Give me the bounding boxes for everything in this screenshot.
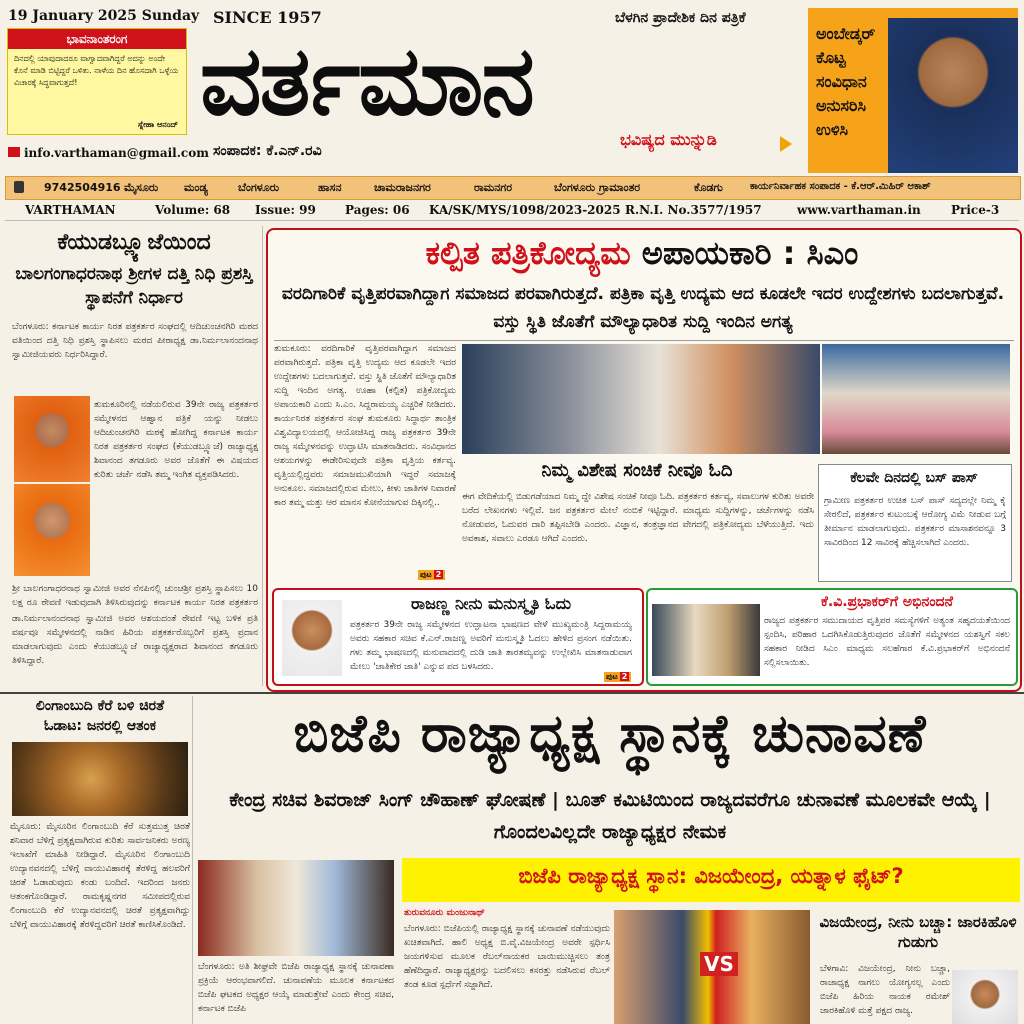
mail-icon bbox=[8, 147, 20, 157]
rajanna-text: ಪತ್ರಕರ್ತರ 39ನೇ ರಾಜ್ಯ ಸಮ್ಮೇಳನದ ಉದ್ಘಾಟನಾ ಭಾಷಣದ ವೇಳೆ ಮುಖ್ಯಮಂತ್ರಿ ಸಿದ್ದರಾಮಯ್ಯ ಅವರು ಸಹಕಾರ ಸಚಿವ ಕೆ.ಎನ್.ರಾಜಣ್ಣ ಅವರಿಗೆ ಮನುಸ್ಮೃತಿ ಓದಲು ಹೇಳಿದ ಪ್ರಸಂಗ ನಡೆಯಿತು. ಗಳು ತಮ್ಮ ಭಾಷಣದಲ್ಲಿ ಮನುವಾದದಲ್ಲಿ ದುಡಿ ಜಾತಿ ತಾರತಮ್ಯವನ್ನು ಉಲ್ಲೇಖಿಸಿ ಮಾತನಾಡುವಾಗ ಮೇಲು 'ಜಾತಿಕೇರ ಜಾತಿ' ಎನ್ನುವ ಪದ ಬಳಸಿದರು. bbox=[350, 620, 632, 672]
volume: Volume: 68 bbox=[155, 203, 231, 217]
kvp-headline[interactable]: ಕೆ.ವಿ.ಪ್ರಭಾಕರ್‌ಗೆ ಅಭಿನಂದನೆ bbox=[821, 594, 953, 610]
lead-subhead: ವರದಿಗಾರಿಕೆ ವೃತ್ತಿಪರವಾಗಿದ್ದಾಗ ಸಮಾಜದ ಪರವಾಗಿರುತ್ತದೆ. ಪತ್ರಿಕಾ ವೃತ್ತಿ ಉದ್ಯಮ ಆದ ಕೂಡಲೇ ಇದರ ಉದ್ದೇಶಗಳು ಬದಲಾಗುತ್ತವೆ. ವಸ್ತು ಸ್ಥಿತಿ ಜೊತೆಗೆ ಮೌಲ್ಯಾಧಾರಿತ ಸುದ್ದಿ ಇಂದಿನ ಅಗತ್ಯ bbox=[281, 284, 1005, 332]
leopard-subhead: ಓಡಾಟ: ಜನರಲ್ಲಿ ಆತಂಕ bbox=[43, 718, 157, 734]
city-link[interactable]: ಮೈಸೂರು bbox=[124, 181, 159, 194]
city-link[interactable]: ಮಂಡ್ಯ bbox=[184, 181, 208, 194]
left-story-p1: ಬೆಂಗಳೂರು: ಕರ್ನಾಟಕ ಕಾರ್ಯ ನಿರತ ಪತ್ರಕರ್ತರ ಸಂಘದಲ್ಲಿ ಆದಿಚುಂಚನಗಿರಿ ಮಠದ ವತಿಯಿಂದ ದತ್ತಿ ನಿಧಿ ಪ್ರಶಸ್ತಿ ಸ್ಥಾಪಿಸಲು ಮಠದ ಪೀಠಾಧ್ಯಕ್ಷ ಡಾ.ನಿರ್ಮಲಾನಂದನಾಥ ಸ್ವಾಮೀಜಿಯವರು ನಿರ್ಧರಿಸಿದ್ದಾರೆ. bbox=[12, 322, 258, 360]
thought-box-text: ದಿನದಲ್ಲಿ ಯಾವುದಾದರೂ ವಾಗ್ವಾದವಾಗಿದ್ದರೆ ಅದನ್ನು ಅಂದೇ ಕೊನೆ ಮಾಡಿ ಬಿಟ್ಟಿದ್ದರೆ ಒಳಿತು. ನಾಳೆಯ ದಿನ ಹೊಸದಾಗಿ ಒಳ್ಳೆಯ ವಿಚಾರಕ್ಕೆ ಸಿದ್ಧವಾಗುತ್ತದೆ! bbox=[14, 54, 179, 87]
politician-photo bbox=[952, 970, 1018, 1024]
issue-number: Issue: 99 bbox=[255, 203, 316, 217]
left-story-p4: ಡಾ.ನಿರ್ಮಲಾನಂದನಾಥ ಸ್ವಾಮೀಜಿ ಅವರ ಆಶಯದಂತೆ ಠೇವಣಿ ಇಟ್ಟ ಬಳಿಕ ಪ್ರತಿ ವರ್ಷವೂ ಸಮ್ಮೇಳನದಲ್ಲಿ ನಾಡಿನ ಹಿರಿಯ ಪತ್ರಕರ್ತರೊಬ್ಬರಿಗೆ ಪ್ರಶಸ್ತಿ ಪ್ರದಾನ ಮಾಡಲಾಗುವುದು ಎಂದು ಕೆಯುಡಬ್ಲ್ಯೂಜೆ ರಾಜ್ಯಾಧ್ಯಕ್ಷರಾದ ಶಿವಾನಂದ ತಗಡೂರು ತಿಳಿಸಿದ್ದಾರೆ. bbox=[12, 614, 258, 666]
bus-pass-text: ಗ್ರಾಮೀಣ ಪತ್ರಕರ್ತರ ಉಚಿತ ಬಸ್ ಪಾಸ್ ಸದ್ಯದಲ್ಲೇ ನಿಮ್ಮ ಕೈ ಸೇರಲಿದೆ, ಪತ್ರಕರ್ತರ ಕುಟುಂಬಕ್ಕೆ ಆರೋಗ್ಯ ವಿಮೆ ನೀಡುವ ಬಗ್ಗೆ ತೀರ್ಮಾನ ಮಾಡಲಾಗುವುದು. ಪತ್ರಕರ್ತರ ಮಾಸಾಶನವನ್ನೂ 3 ಸಾವಿರದಿಂದ 12 ಸಾವಿರಕ್ಕೆ ಹೆಚ್ಚಿಸಲಾಗಿದೆ ಎಂದರು. bbox=[824, 496, 1006, 548]
city-link[interactable]: ಕೊಡಗು bbox=[694, 181, 723, 194]
contact-bar bbox=[5, 176, 1021, 200]
issue-bar bbox=[5, 200, 1019, 221]
continued-text: ಪುಟ bbox=[606, 672, 618, 681]
felicitation-photo bbox=[652, 604, 760, 676]
special-issue-text: ಈಗ ವೇದಿಕೆಯಲ್ಲಿ ಬಿಡುಗಡೆಯಾದ ನಿಮ್ಮ ದ್ದೇ ವಿಶೇಷ ಸಂಚಿಕೆ ನೀವೂ ಓದಿ. ಪತ್ರಕರ್ತರ ಕರ್ತವ್ಯ, ಸವಾಲುಗಳ ಕುರಿತು ಅವರೇ ಬರೆದ ಲೇಖನಗಳು ಇಲ್ಲಿವೆ. ಜನ ಪತ್ರಕರ್ತರ ಮೇಲೆ ನಂಬಿಕೆ ಇಟ್ಟಿದ್ದಾರೆ. ಮಾಧ್ಯಮ ಸುದ್ದಿಗಳನ್ನು, ಚರ್ಚೆಗಳನ್ನು ನಡೆಸಿ ನೋಡುವರ, ಓದುವರ ದಾರಿ ತಪ್ಪಿಸಬೇಡಿ ಎಂದರು. ವಿಜ್ಞಾನ, ತಂತ್ರಜ್ಞಾನದ ವೇಗದಲ್ಲಿ ಪತ್ರಿಕೋದ್ಯಮ ಬೆಳೆಯುತ್ತಿದೆ. ಇದು ಅವಕಾಶ, ಸವಾಲು ಎರಡೂ ಆಗಿದೆ ಎಂದರು. bbox=[462, 492, 814, 544]
conference-photo bbox=[462, 344, 820, 454]
registration-number: KA/SK/MYS/1098/2023-2025 bbox=[429, 203, 621, 217]
leopard-text: ಮೈಸೂರು: ಮೈಸೂರಿನ ಲಿಂಗಾಂಬುದಿ ಕೆರೆ ಸುತ್ತಮುತ್ತ ಚಿರತೆ ಶನಿವಾರ ಬೆಳಿಗ್ಗೆ ಪ್ರತ್ಯಕ್ಷವಾಗಿರುವ ಕುರಿತು ಸಾರ್ವಜನಿಕರು ಅರಣ್ಯ ಇಲಾಖೆಗೆ ಮಾಹಿತಿ ನೀಡಿದ್ದಾರೆ. ಮೈಸೂರಿನ ಲಿಂಗಾಂಬುದಿ ಉದ್ಯಾನವನದಲ್ಲಿ ಬೆಳಿಗ್ಗೆ ವಾಯುವಿಹಾರಕ್ಕೆ ತೆರಳಿದ್ದ ಹಲವರಿಗೆ ಚಿರತೆ ಓಡಾಡುವುದು ಕಂಡು ಬಂದಿದೆ. ಇದರಿಂದ ಜನರು ಆತಂಕಗೊಂಡಿದ್ದಾರೆ. ರಾಮಕೃಷ್ಣನಗರ ಸಮೀಪದಲ್ಲಿರುವ ಲಿಂಗಾಂಬುದಿ ಕೆರೆ ಉದ್ಯಾನವನದಲ್ಲಿ ಚಿರತೆ ಪ್ರತ್ಯಕ್ಷವಾಗಿದ್ದು ಬೆಳಿಗ್ಗೆ ವಾಯುವಿಹಾರಕ್ಕೆ ತೆರಳಿದ್ದವರಿಗೆ ಚಿರತೆ ಕಾಣಿಸಿಕೊಂಡಿದೆ. bbox=[10, 822, 190, 930]
yellow-headline[interactable]: ಬಿಜೆಪಿ ರಾಜ್ಯಾಧ್ಯಕ್ಷ ಸ್ಥಾನ: ವಿಜಯೇಂದ್ರ, ಯತ್ನಾಳ ಫೈಟ್? bbox=[518, 864, 904, 888]
lead-headline[interactable] bbox=[270, 234, 1014, 273]
politician-photo bbox=[888, 18, 1018, 173]
byline: ತುರುವನೂರು ಮಂಜುನಾಥ್ bbox=[404, 908, 485, 918]
bjp-headline[interactable]: ಬಿಜೆಪಿ ರಾಜ್ಯಾಧ್ಯಕ್ಷ ಸ್ಥಾನಕ್ಕೆ ಚುನಾವಣೆ bbox=[293, 704, 927, 764]
meeting-photo bbox=[198, 860, 394, 956]
left-story-subhead: ಬಾಲಗಂಗಾಧರನಾಥ ಶ್ರೀಗಳ ದತ್ತಿ ನಿಧಿ ಪ್ರಶಸ್ತಿ ಸ್ಥಾಪನೆಗೆ ನಿರ್ಧಾರ bbox=[15, 264, 253, 308]
section-divider bbox=[0, 692, 1024, 694]
arrow-icon bbox=[780, 136, 792, 152]
swamiji-photo bbox=[14, 396, 90, 482]
city-link[interactable]: ಹಾಸನ bbox=[318, 181, 342, 194]
paper-name: VARTHAMAN bbox=[25, 203, 116, 217]
city-link[interactable]: ಚಾಮರಾಜನಗರ bbox=[374, 181, 431, 194]
tagline: ಬೆಳಗಿನ ಪ್ರಾದೇಶಿಕ ದಿನ ಪತ್ರಿಕೆ bbox=[615, 10, 746, 26]
yellow-text: ಬೆಂಗಳೂರು: ಬಿಜೆಪಿಯಲ್ಲಿ ರಾಜ್ಯಾಧ್ಯಕ್ಷ ಸ್ಥಾನಕ್ಕೆ ಚುನಾವಣೆ ನಡೆಯುವುದು ಖಚಿತವಾಗಿದೆ. ಹಾಲಿ ಅಧ್ಯಕ್ಷ ಬಿ.ವೈ.ವಿಜಯೇಂದ್ರ ಅವರೇ ಸ್ಪರ್ಧಿಸಿ ಜಯಗಳಿಸುವ ಮೂಲಕ ರೆಬಲ್‌ನಾಯಕರ ಬಾಯಿಮುಚ್ಚಿಸಲು ತಂತ್ರ ಹೆಣೆದಿದ್ದಾರೆ. ರಾಜ್ಯಾಧ್ಯಕ್ಷರನ್ನು ಬದಲಿಸಲು ಕಸರತ್ತು ನಡೆಸಿರುವ ರೆಬಲ್ ತಂಡ ಕೂಡ ಸ್ಪರ್ಧೆಗೆ ಸಜ್ಜಾಗಿದೆ. bbox=[404, 924, 610, 990]
ambedkar-line: ಉಳಿಸಿ bbox=[816, 120, 849, 139]
ambedkar-ad bbox=[808, 8, 1018, 173]
lead-headline-black: ಅಪಾಯಕಾರಿ : ಸಿಎಂ bbox=[630, 234, 859, 272]
left-story-p2: ತುಮಕೂರಿನಲ್ಲಿ ನಡೆಯಲಿರುವ 39ನೇ ರಾಜ್ಯ ಪತ್ರಕರ್ತರ ಸಮ್ಮೇಳನದ ಆಹ್ವಾನ ಪತ್ರಿಕೆ ಯನ್ನು ನೀಡಲು ಆದಿಚುಂಚನಗಿರಿ ಮಠಕ್ಕೆ ಹೋಗಿದ್ದ ಕರ್ನಾಟಕ ಕಾರ್ಯ ನಿರತ ಪತ್ರಕರ್ತರ ಸಂಘದ (ಕೆಯುಡಬ್ಲ್ಯೂಜೆ) ರಾಜ್ಯಾಧ್ಯಕ್ಷ ಶಿವಾನಂದ ತಗಡೂರು ಅವರ ಜೊತೆಗೆ ಈ ವಿಷಯದ ಕುರಿತು ಚರ್ಚೆ ನಡೆಸಿ ತಮ್ಮ ಇಂಗಿತ ವ್ಯಕ್ತಪಡಿಸಿದರು. bbox=[94, 400, 258, 480]
phone-icon bbox=[14, 181, 24, 193]
rajanna-headline[interactable]: ರಾಜಣ್ಣ ನೀನು ಮನುಸ್ಮೃತಿ ಓದು bbox=[410, 594, 572, 613]
swamiji-photo bbox=[14, 484, 90, 576]
versus-label: VS bbox=[700, 952, 738, 976]
city-link[interactable]: ಬೆಂಗಳೂರು ಗ್ರಾಮಾಂತರ bbox=[554, 181, 641, 194]
continued-label bbox=[604, 672, 631, 682]
motto: ಭವಿಷ್ಯದ ಮುನ್ನುಡಿ bbox=[620, 130, 717, 149]
ambedkar-line: ಸಂವಿಧಾನ bbox=[816, 72, 867, 91]
ambedkar-line: ಕೊಟ್ಟ bbox=[816, 48, 846, 67]
page-count: Pages: 06 bbox=[345, 203, 410, 217]
ambedkar-line: ಅನುಸರಿಸಿ bbox=[816, 96, 866, 115]
city-link[interactable]: ಬೆಂಗಳೂರು bbox=[238, 181, 280, 194]
minister-photo bbox=[282, 600, 342, 676]
rni-number: R.N.I. No.3577/1957 bbox=[625, 203, 762, 217]
masthead-logo: ವರ್ತಮಾನ bbox=[200, 25, 533, 137]
bjp-subhead: ಕೇಂದ್ರ ಸಚಿವ ಶಿವರಾಜ್ ಸಿಂಗ್ ಚೌಹಾಣ್ ಘೋಷಣೆ | ಬೂತ್ ಕಮಿಟಿಯಿಂದ ರಾಜ್ಯದವರೆಗೂ ಚುನಾವಣೆ ಮೂಲಕವೇ ಆಯ್ಕೆ | ಗೊಂದಲವಿಲ್ಲದೇ ರಾಜ್ಯಾಧ್ಯಕ್ಷರ ನೇಮಕ bbox=[229, 789, 991, 843]
exec-editor: ಕಾರ್ಯನಿರ್ವಾಹಕ ಸಂಪಾದಕ - ಕೆ.ಆರ್.ಮಿಹಿರ್ ಆಕಾಶ್ bbox=[750, 181, 931, 192]
vijayendra-text: ಬೆಳಗಾವಿ: ವಿಜಯೇಂದ್ರ, ನೀನು ಬಚ್ಚಾ, ರಾಜಾಧ್ಯಕ್ಷ ನಾಗಲು ಯೋಗ್ಯನಲ್ಲ ಎಂದು ಬಿಜೆಪಿ ಹಿರಿಯ ನಾಯಕ ರಮೇಶ್ ಜಾರಕಿಹೊಳಿ ಮತ್ತೆ ಪಕ್ಷದ ರಾಜ್ಯ. bbox=[820, 964, 950, 1016]
lead-body: ತುಮಕೂರು: ವರದಿಗಾರಿಕೆ ವೃತ್ತಿಪರವಾಗಿದ್ದಾಗ ಸಮಾಜದ ಪರವಾಗಿರುತ್ತದೆ. ಪತ್ರಿಕಾ ವೃತ್ತಿ ಉದ್ಯಮ ಆದ ಕೂಡಲೇ ಇದರ ಉದ್ದೇಶಗಳು ಬದಲಾಗುತ್ತವೆ. ವಸ್ತು ಸ್ಥಿತಿ ಜೊತೆಗೆ ಮೌಲ್ಯಾಧಾರಿತ ಸುದ್ದಿ ಇಂದಿನ ಅಗತ್ಯ. ಊಹಾ (ಕಲ್ಪಿತ) ಪತ್ರಿಕೋದ್ಯಮ ಅಪಾಯಕಾರಿ ಎಂದು ಸಿ.ಎಂ. ಸಿದ್ದರಾಮಯ್ಯ ಎಚ್ಚರಿಕೆ ನೀಡಿದರು. ಕಾರ್ಯನಿರತ ಪತ್ರಕರ್ತರ ಸಂಘ ತುಮಕೂರು ಸಿದ್ಧಾರ್ಥ ತಾಂತ್ರಿಕ ವಿಶ್ವವಿದ್ಯಾಲಯದಲ್ಲಿ ಆಯೋಜಿಸಿದ್ದ ರಾಜ್ಯ ಪತ್ರಕರ್ತರ 39ನೇ ರಾಜ್ಯ ಸಮ್ಮೇಳನವನ್ನು ಉದ್ಘಾಟಿಸಿ ಮಾತನಾಡಿದರು. ಸಂವಿಧಾನದ ಆಶಯಗಳನ್ನು ಈಡೇರಿಸುವುದೇ ಪತ್ರಿಕಾ ವೃತ್ತಿಯ ಕರ್ತವ್ಯ. ವೃತ್ತಿಯಲ್ಲಿದ್ದವರು ಸಮಾಜಮುಖಿಯಾಗಿ ಇದ್ದರೆ ಸಮಾಜಕ್ಕೆ ಅನುಕೂಲ. ಸಮಾಜದಲ್ಲಿರುವ ಮೇಲು, ಕೀಳು ಜಾತಿಗಳ ನಿವಾರಣೆ ಕಾರ ತಮ್ಮ ಮತ್ತು ಆರ ಮಾನಸ ಕೋನೆಯಾಗುವ ದಿಕ್ಕಿನಲ್ಲಿ.. bbox=[274, 344, 456, 508]
email-link[interactable]: info.varthaman@gmail.com bbox=[24, 146, 209, 160]
ambedkar-line: ಅಂಬೇಡ್ಕರ್ bbox=[816, 24, 876, 43]
audience-photo bbox=[822, 344, 1010, 454]
price: Price-3 bbox=[951, 203, 1000, 217]
kvp-text: ರಾಜ್ಯದ ಪತ್ರಕರ್ತರ ಸಮುದಾಯದ ವೃತ್ತಿಪರ ಸಮಸ್ಯೆಗಳಿಗೆ ಅತ್ಯಂತ ಸಹೃದಯತೆಯಿಂದ ಸ್ಪಂದಿಸಿ, ಪರಿಹಾರ ಒದಗಿಸಿಕೊಡುತ್ತಿರುವುದರ ಜೊತೆಗೆ ಸಮ್ಮೇಳನದ ಯಶಸ್ವಿಗೆ ಸಕಲ ಸಹಕಾರ ನೀಡಿದ ಸಿಎಂ ಮಾಧ್ಯಮ ಸಲಹೆಗಾರ ಕೆ.ವಿ.ಪ್ರಭಾಕರ್‌ಗೆ ಅಭಿನಂದನೆ ಸಲ್ಲಿಸಲಾಯಿತು. bbox=[764, 616, 1010, 668]
special-issue-headline[interactable]: ನಿಮ್ಮ ವಿಶೇಷ ಸಂಚಿಕೆ ನೀವೂ ಓದಿ bbox=[541, 460, 733, 481]
thought-box bbox=[7, 28, 187, 135]
ambedkar-ad-text bbox=[816, 22, 875, 142]
city-link[interactable]: ರಾಮನಗರ bbox=[474, 181, 513, 194]
editor-credit: ಸಂಪಾದಕ: ಕೆ.ಎನ್.ರವಿ bbox=[213, 143, 322, 159]
thought-box-signature: ಸ್ನೇಹಾ ಆನಂದ್ bbox=[137, 120, 178, 129]
left-story-p3: ಶ್ರೀ ಬಾಲಗಂಗಾಧರನಾಥ ಸ್ವಾಮೀಜಿ ಅವರ ನೆನಪಿನಲ್ಲಿ ಚುಂಚಶ್ರೀ ಪ್ರಶಸ್ತಿ ಸ್ಥಾಪಿಸಲು 10 ಲಕ್ಷ ರೂ ಠೇವಣಿ ಇಡುವುದಾಗಿ ತಿಳಿಸಿರುವುದನ್ನು ಕರ್ನಾಟಕ ಕಾರ್ಯ ನಿರತ ಪತ್ರಕರ್ತರ bbox=[12, 584, 258, 608]
phone-number[interactable]: 9742504916 bbox=[44, 181, 121, 194]
bjp-text: ಬೆಂಗಳೂರು: ಅತಿ ಶೀಘ್ರವೇ ಬಿಜೆಪಿ ರಾಜ್ಯಾಧ್ಯಕ್ಷ ಸ್ಥಾನಕ್ಕೆ ಚುನಾವಣಾ ಪ್ರಕ್ರಿಯೆ ಆರಂಭವಾಗಲಿದೆ. ಚುನಾವಣೆಯ ಮೂಲಕ ಕರ್ನಾಟಕದ ಬಿಜೆಪಿ ಘಟಕದ ಅಧ್ಯಕ್ಷರ ಆಯ್ಕೆ ಮಾಡುತ್ತೇವೆ ಎಂದು ಕೇಂದ್ರ ಸಚಿವ, ಕರ್ನಾಟಕ ಬಿಜೆಪಿ bbox=[198, 962, 394, 1014]
leopard-photo bbox=[12, 742, 188, 816]
website-link[interactable]: www.varthaman.in bbox=[797, 203, 921, 217]
vijayendra-headline[interactable]: ವಿಜಯೇಂದ್ರ, ನೀನು ಬಚ್ಚಾ: ಜಾರಕಿಹೊಳಿ ಗುಡುಗು bbox=[819, 913, 1017, 951]
continued-page: 2 bbox=[435, 570, 442, 579]
since-label: SINCE 1957 bbox=[213, 8, 322, 27]
thought-box-title: ಭಾವನಾಂತರಂಗ bbox=[8, 29, 186, 49]
continued-label bbox=[418, 570, 445, 580]
left-story-headline[interactable]: ಕೆಯುಡಬ್ಲ್ಯೂಜೆಯಿಂದ bbox=[57, 230, 211, 255]
issue-date: 19 January 2025 Sunday bbox=[8, 8, 200, 24]
bus-pass-headline[interactable]: ಕೆಲವೇ ದಿನದಲ್ಲಿ ಬಸ್ ಪಾಸ್ bbox=[850, 470, 978, 486]
continued-page: 2 bbox=[621, 672, 628, 681]
lead-headline-red: ಕಲ್ಪಿತ ಪತ್ರಿಕೋದ್ಯಮ bbox=[425, 234, 631, 272]
divider bbox=[274, 340, 1014, 341]
continued-text: ಪುಟ bbox=[420, 570, 432, 579]
leopard-headline[interactable]: ಲಿಂಗಾಂಬುದಿ ಕೆರೆ ಬಳಿ ಚಿರತೆ bbox=[35, 698, 165, 714]
